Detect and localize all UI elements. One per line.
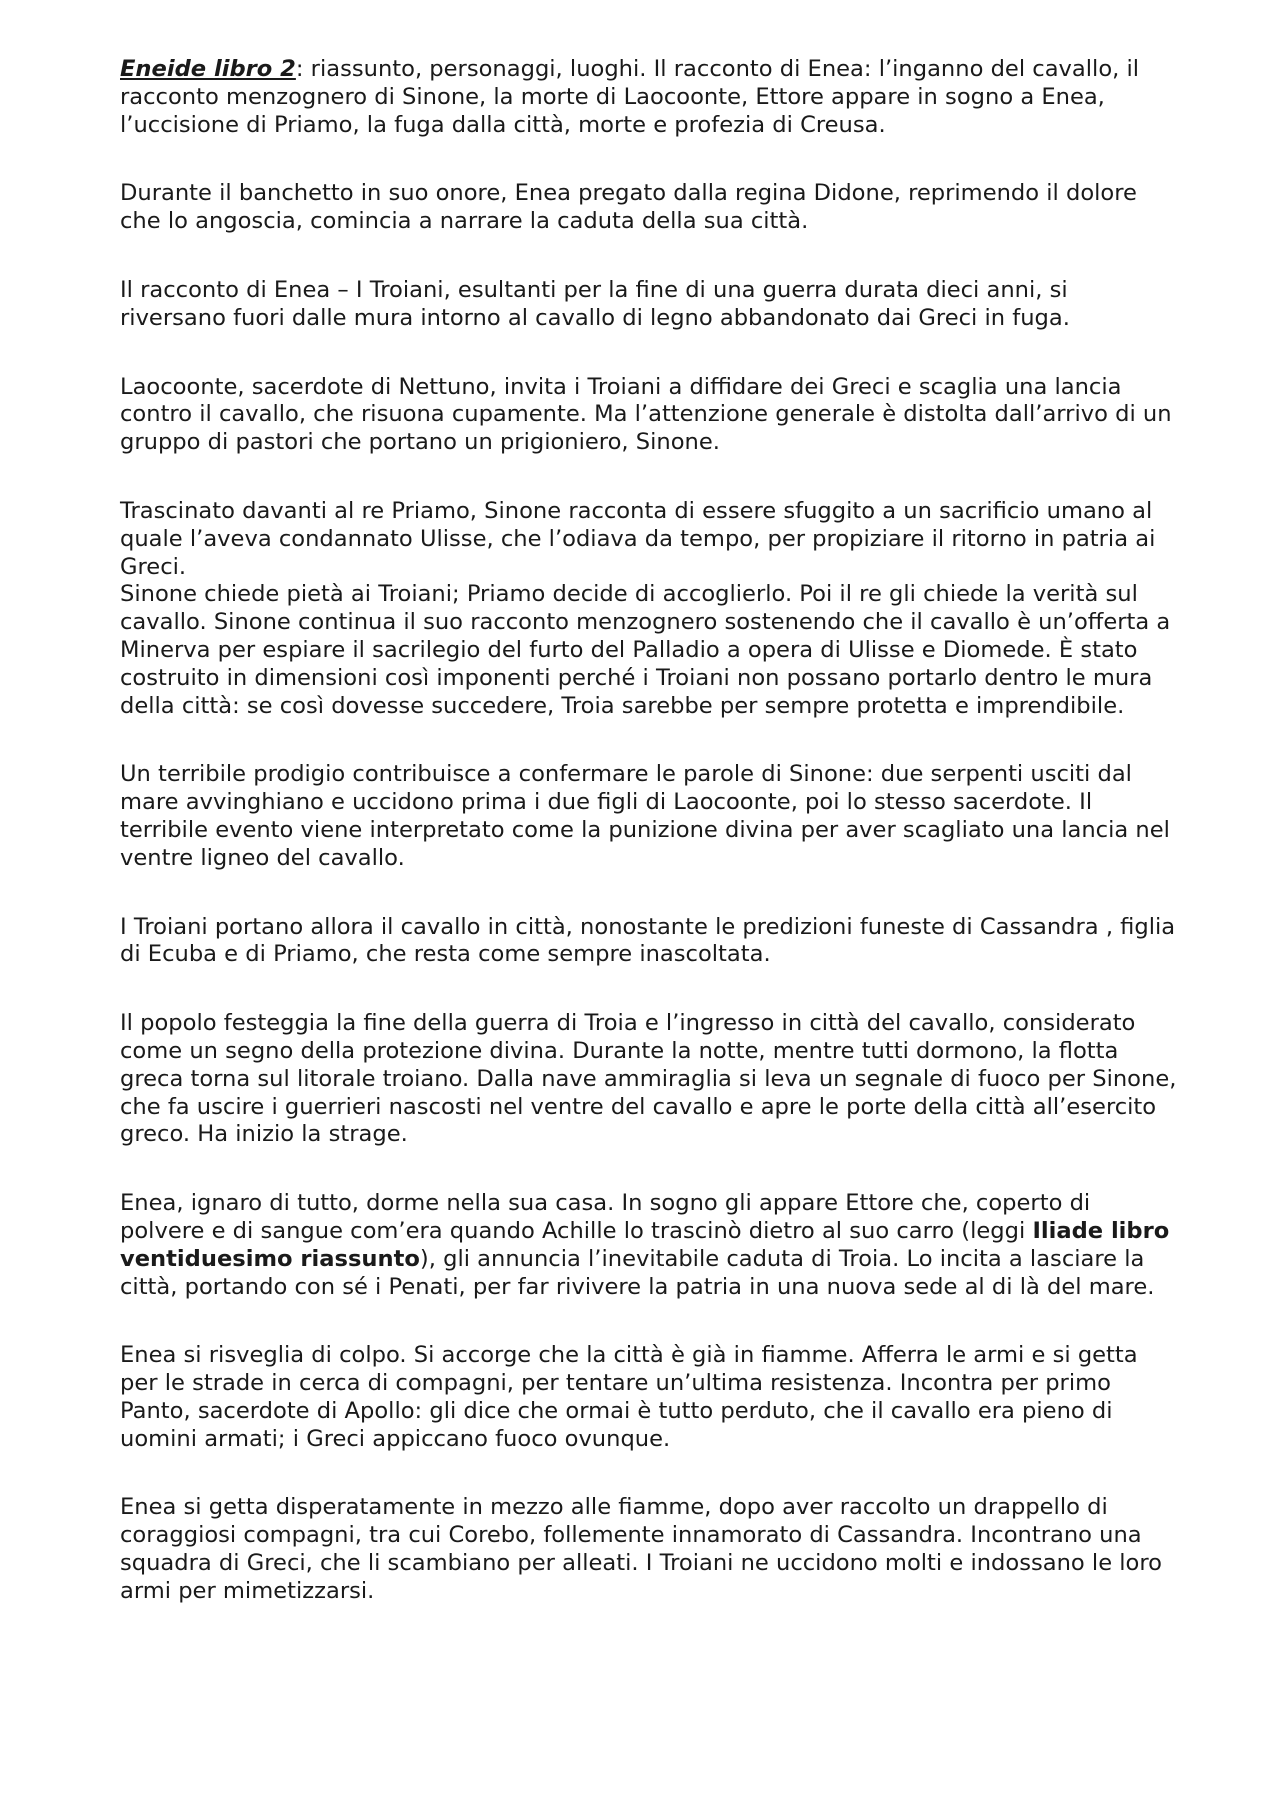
document-title: Eneide libro 2 — [120, 56, 296, 82]
paragraph-cavallo-in-citta: I Troiani portano allora il cavallo in città, nonostante le predizioni funeste di Cassandra , figlia di Ecuba e di Priamo, che resta come sempre inascoltata. — [120, 913, 1176, 968]
paragraph-sinone-part1: Trascinato davanti al re Priamo, Sinone racconta di essere sfuggito a un sacrificio umano al quale l’aveva condannato Ulisse, che l’odiava da tempo, per propiziare il ritorno in patria ai Greci. — [120, 497, 1156, 580]
paragraph-fiamme: Enea si getta disperatamente in mezzo alle fiamme, dopo aver raccolto un drappello di coraggiosi compagni, tra cui Corebo, follemente innamorato di Cassandra. Incontrano una squadra di Greci, che li scambiano per alleati. I Troiani ne uccidono molti e indossano le loro armi per mimetizzarsi. — [120, 1494, 1162, 1604]
paragraph-festeggiamenti: Il popolo festeggia la fine della guerra di Troia e l’ingresso in città del cavallo, considerato come un segno della protezione divina. Durante la notte, mentre tutti dormono, la flotta greca torna sul litorale troiano. Dalla nave ammiraglia si leva un segnale di fuoco per Sinone, che fa uscire i guerrieri nascosti nel ventre del cavallo e apre le porte della città all’esercito greco. Ha inizio la strage. — [120, 1010, 1177, 1148]
paragraph-racconto-enea: Il racconto di Enea – I Troiani, esultanti per la fine di una guerra durata dieci anni, si riversano fuori dalle mura intorno al cavallo di legno abbandonato dai Greci in fuga. — [120, 276, 1070, 331]
paragraph-prodigio: Un terribile prodigio contribuisce a confermare le parole di Sinone: due serpenti usciti dal mare avvinghiano e uccidono prima i due figli di Laocoonte, poi lo stesso sacerdote. Il terribile evento viene interpretato come la punizione divina per aver scagliato una lancia nel ventre ligneo del cavallo. — [120, 761, 1170, 871]
iliade-link-text: Iliade libro ventiduesimo riassunto — [120, 1217, 1170, 1272]
paragraph-sinone — [120, 498, 1180, 720]
sogno-text-after: ), gli annuncia l’inevitabile caduta di Troia. Lo incita a lasciare la città, portando con sé i Penati, per far rivivere la patria in una nuova sede al di là del mare. — [120, 1245, 1155, 1300]
intro-paragraph — [120, 56, 1180, 139]
sogno-text-before: Enea, ignaro di tutto, dorme nella sua casa. In sogno gli appare Ettore che, coperto di polvere e di sangue com’era quando Achille lo trascinò dietro al suo carro (leggi — [120, 1190, 1091, 1244]
paragraph-laocoonte: Laocoonte, sacerdote di Nettuno, invita i Troiani a diffidare dei Greci e scaglia una lancia contro il cavallo, che risuona cupamente. Ma l’attenzione generale è distolta dall’arrivo di un gruppo di pastori che portano un prigioniero, Sinone. — [120, 373, 1172, 456]
paragraph-risveglio: Enea si risveglia di colpo. Si accorge che la città è già in fiamme. Afferra le armi e si getta per le strade in cerca di compagni, per tentare un’ultima resistenza. Incontra per primo Panto, sacerdote di Apollo: gli dice che ormai è tutto perduto, che il cavallo era pieno di uomini armati; i Greci appiccano fuoco ovunque. — [120, 1342, 1138, 1452]
paragraph-sogno-ettore — [120, 1190, 1180, 1301]
intro-text: : riassunto, personaggi, luoghi. Il racconto di Enea: l’inganno del cavallo, il racconto menzognero di Sinone, la morte di Laocoonte, Ettore appare in sogno a Enea, l’uccisione di Priamo, la fuga dalla città, morte e profezia di Creusa. — [120, 56, 1140, 138]
document-page — [120, 56, 1180, 1606]
paragraph-banchetto: Durante il banchetto in suo onore, Enea pregato dalla regina Didone, reprimendo il dolore che lo angoscia, comincia a narrare la caduta della sua città. — [120, 180, 1137, 235]
paragraph-sinone-part2: Sinone chiede pietà ai Troiani; Priamo decide di accoglierlo. Poi il re gli chiede la verità sul cavallo. Sinone continua il suo racconto menzognero sostenendo che il cavallo è un’offerta a Minerva per espiare il sacrilegio del furto del Palladio a opera di Ulisse e Diomede. È stato costruito in dimensioni così imponenti perché i Troiani non possano portarlo dentro le mura della città: se così dovesse succedere, Troia sarebbe per sempre protetta e imprendibile. — [120, 581, 1171, 719]
